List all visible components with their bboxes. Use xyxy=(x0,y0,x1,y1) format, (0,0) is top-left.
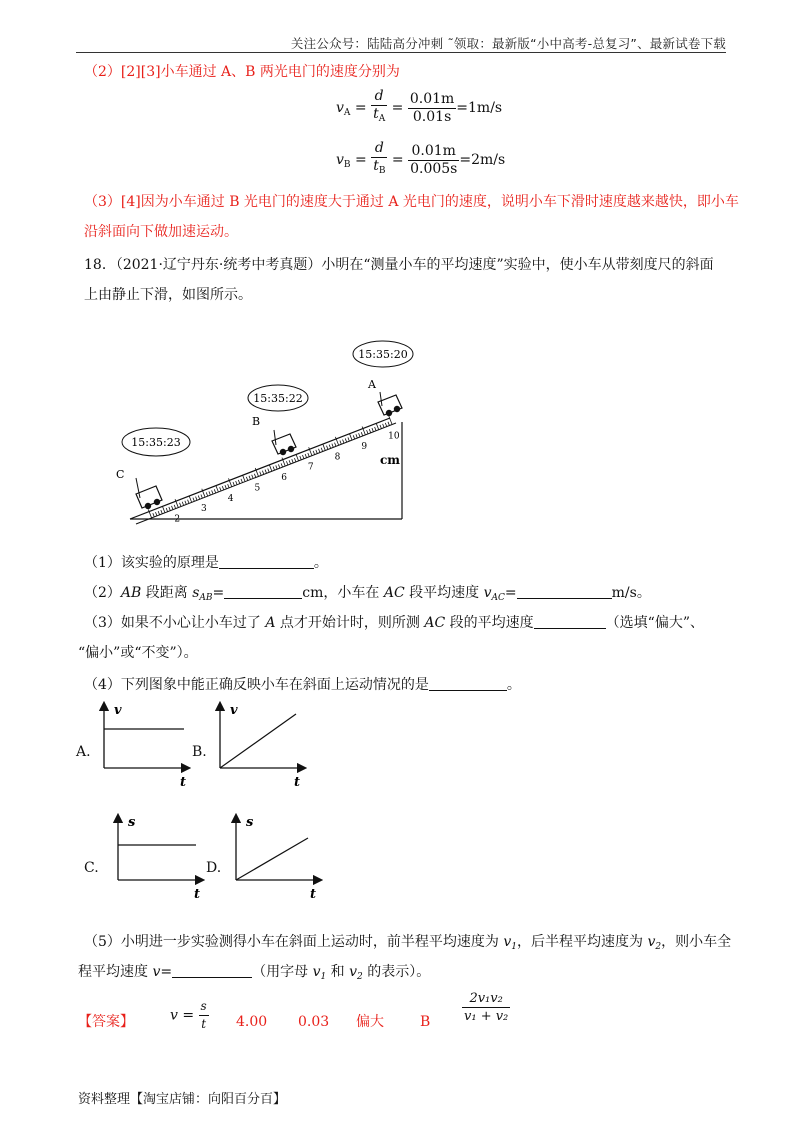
ruler-tick xyxy=(345,438,346,442)
ruler-tick xyxy=(361,432,362,436)
ruler-tick xyxy=(188,500,189,504)
unit-label: cm xyxy=(380,453,401,467)
ruler-tick xyxy=(389,416,392,424)
ruler-tick xyxy=(349,434,352,441)
q3-blank[interactable] xyxy=(534,614,606,629)
ruler-tick xyxy=(252,475,253,479)
ruler-tick xyxy=(246,477,247,481)
ruler-tick xyxy=(182,502,183,506)
option-a-graph xyxy=(94,700,194,790)
point-a-label: A xyxy=(368,378,376,391)
cart-c xyxy=(136,478,162,509)
solution-part3-line1: （3）[4]因为小车通过 B 光电门的速度大于通过 A 光电门的速度，说明小车下滑时速度越来越快，即小车 xyxy=(84,194,739,210)
ruler-tick xyxy=(265,470,266,474)
ruler-tick xyxy=(348,437,349,441)
ruler-tick xyxy=(161,510,162,514)
ruler-tick xyxy=(233,482,234,486)
q4-line: （4）下列图象中能正确反映小车在斜面上运动情况的是 。 xyxy=(84,677,521,693)
q5-blank[interactable] xyxy=(172,963,252,978)
y-axis-label: s xyxy=(246,815,254,830)
clock-c-time: 15:35:23 xyxy=(131,436,181,449)
option-b-graph xyxy=(210,700,310,790)
ruler-tick xyxy=(286,461,287,465)
ruler-tick xyxy=(209,491,210,495)
ruler-tick xyxy=(340,441,341,445)
ruler-tick xyxy=(180,503,181,507)
x-axis-label: t xyxy=(180,775,187,790)
ruler-tick xyxy=(212,490,213,494)
option-c-graph xyxy=(108,812,208,902)
ruler-tick xyxy=(166,508,167,512)
option-a-label: A. xyxy=(76,744,91,760)
ruler-tick xyxy=(155,512,156,516)
ruler-tick-label: 8 xyxy=(334,452,341,463)
x-axis-label: t xyxy=(194,887,201,902)
q2-blank-speed[interactable] xyxy=(517,584,612,599)
ruler-tick xyxy=(273,466,274,470)
ruler-tick xyxy=(335,443,336,447)
ruler-tick-label: 5 xyxy=(254,483,261,494)
equation-vb: $v_B$ = $\frac{d}{t_B}$ = $\frac{0.01m}{0.005s}$ =2m/s xyxy=(336,140,506,177)
ruler-tick xyxy=(228,484,229,488)
ruler-tick xyxy=(385,423,386,427)
ruler-tick xyxy=(302,455,303,459)
answer-label: 【答案】 xyxy=(78,1014,134,1030)
ruler-tick xyxy=(241,479,242,483)
ruler-tick xyxy=(356,434,357,438)
ruler-tick xyxy=(189,496,192,503)
ruler-tick xyxy=(172,506,173,510)
answer-2: 4.00 xyxy=(236,1014,268,1030)
cart-a xyxy=(378,392,402,416)
ruler-tick xyxy=(185,501,186,505)
ruler-tick xyxy=(367,430,368,434)
option-d-graph xyxy=(226,812,326,902)
ruler-tick xyxy=(372,428,373,432)
q1-line: （1）该实验的原理是 。 xyxy=(84,555,328,571)
clock-b-time: 15:35:22 xyxy=(253,392,303,405)
ruler-tick xyxy=(380,425,381,429)
point-b-label: B xyxy=(252,415,261,428)
ruler-tick xyxy=(329,445,330,449)
ruler-tick xyxy=(206,492,207,496)
ruler-tick xyxy=(278,464,279,468)
point-c-label: C xyxy=(116,468,125,481)
ruler-tick xyxy=(316,450,317,454)
ruler-tick xyxy=(236,481,237,485)
ruler-tick xyxy=(289,460,290,464)
ruler-tick xyxy=(376,423,379,430)
clock-a-time: 15:35:20 xyxy=(358,348,408,361)
ruler-tick xyxy=(294,458,295,462)
rising-line xyxy=(236,838,308,880)
ruler-tick xyxy=(321,448,322,452)
ruler-tick xyxy=(222,486,223,490)
ruler-tick-label: 2 xyxy=(174,514,181,525)
rising-line xyxy=(220,714,296,768)
ruler-tick xyxy=(308,453,309,457)
solution-part2-label: （2）[2][3]小车通过 A、B 两光电门的速度分别为 xyxy=(84,64,400,80)
ruler-tick-label: 7 xyxy=(307,462,314,473)
ruler-tick xyxy=(332,444,333,448)
page-header: 关注公众号：陆陆高分冲刺 ˜领取：最新版“小中高考-总复习”、最新试卷下载 xyxy=(290,36,726,51)
question-stem-line2: 上由静止下滑，如图所示。 xyxy=(84,287,252,303)
ruler-tick xyxy=(369,429,370,433)
ruler-tick-label: 3 xyxy=(201,504,207,515)
ruler-tick xyxy=(174,505,175,509)
cart-b xyxy=(272,430,296,455)
ruler-tick xyxy=(281,463,282,467)
answer-final-formula: $\frac{\text{2v₁v₂}}{\text{v₁ + v₂}}$ xyxy=(464,991,509,1024)
ruler-tick xyxy=(193,498,194,502)
ruler-tick xyxy=(313,451,314,455)
ruler-tick xyxy=(268,469,269,473)
ruler-tick xyxy=(276,465,277,469)
ruler-tick xyxy=(238,480,239,484)
q2-line: （2）AB 段距离 $s_{AB}=$ cm，小车在 AC 段平均速度 $v_{AC}= m/s$。 xyxy=(84,585,651,603)
ruler-tick xyxy=(327,446,328,450)
q4-blank[interactable] xyxy=(429,676,507,691)
solution-part3-line2: 沿斜面向下做加速运动。 xyxy=(84,224,238,240)
ruler-tick xyxy=(359,433,360,437)
header-divider xyxy=(76,52,726,53)
q2-blank-distance[interactable] xyxy=(224,584,302,599)
q1-blank[interactable] xyxy=(219,554,314,569)
y-axis-label: v xyxy=(114,703,122,718)
ruler-tick xyxy=(323,444,326,451)
option-c-label: C. xyxy=(84,860,99,876)
ruler-tick xyxy=(196,497,197,501)
ruler-tick xyxy=(225,485,226,489)
ruler-tick xyxy=(158,511,159,515)
q3-line1: （3）如果不小心让小车过了 A 点才开始计时，则所测 AC 段的平均速度 （选填“偏大”、 xyxy=(84,615,704,631)
page-footer: 资料整理【淘宝店铺：向阳百分百】 xyxy=(78,1092,287,1107)
ruler-tick xyxy=(216,485,219,492)
ruler-tick-label: 6 xyxy=(281,473,287,484)
ruler-tick-label: 4 xyxy=(227,493,234,504)
ruler-tick xyxy=(198,496,199,500)
ruler-tick xyxy=(260,472,261,476)
ruler-tick xyxy=(201,494,202,498)
equation-va: $v_A$ = $\frac{d}{t_A}$ = $\frac{0.01m}{0.01s}$ =1m/s xyxy=(336,88,503,125)
ruler-tick xyxy=(262,471,263,475)
ruler-tick xyxy=(249,476,250,480)
option-d-label: D. xyxy=(206,860,222,876)
ruler-tick xyxy=(269,465,272,472)
ruler-tick xyxy=(305,454,306,458)
ruler-tick xyxy=(343,439,344,443)
q3-line2: “偏小”或“不变”）。 xyxy=(78,645,198,661)
ruler-tick xyxy=(169,507,170,511)
answer-4: 偏大 xyxy=(356,1014,384,1030)
ruler-tick xyxy=(319,449,320,453)
ruler-tick xyxy=(300,456,301,460)
x-axis-label: t xyxy=(310,887,317,902)
ruler-tick xyxy=(220,487,221,491)
ruler-tick-label: 9 xyxy=(361,441,368,452)
ruler-tick xyxy=(388,422,389,426)
ruler-tick xyxy=(353,435,354,439)
answer-5: B xyxy=(420,1014,431,1030)
ruler-tick xyxy=(243,475,246,482)
q5-line2: 程平均速度 v= （用字母 $v_1$ 和 $v_2$ 的表示）。 xyxy=(78,964,431,982)
ruler-tick xyxy=(254,474,255,478)
ruler-tick xyxy=(214,489,215,493)
ruler-tick xyxy=(383,424,384,428)
incline-ruler-figure xyxy=(100,330,420,530)
option-b-label: B. xyxy=(192,744,207,760)
y-axis-label: v xyxy=(230,703,238,718)
q5-line1: （5）小明进一步实验测得小车在斜面上运动时，前半程平均速度为 $v_1$，后半程平均速度为 $v_2$，则小车全 xyxy=(84,934,732,952)
answer-formula: v = $\frac{s}{t}$ xyxy=(170,999,207,1031)
ruler-tick xyxy=(162,506,165,513)
x-axis-label: t xyxy=(294,775,301,790)
ruler-tick xyxy=(153,513,154,517)
y-axis-label: s xyxy=(128,815,136,830)
ruler-tick xyxy=(296,454,299,461)
question-stem-line1: 18．（2021·辽宁丹东·统考中考真题）小明在“测量小车的平均速度”实验中，使小车从带刻度尺的斜面 xyxy=(84,257,714,273)
ruler-tick xyxy=(292,459,293,463)
ruler-tick-label: 10 xyxy=(388,431,400,442)
ruler-tick xyxy=(375,427,376,431)
answer-3: 0.03 xyxy=(298,1014,330,1030)
